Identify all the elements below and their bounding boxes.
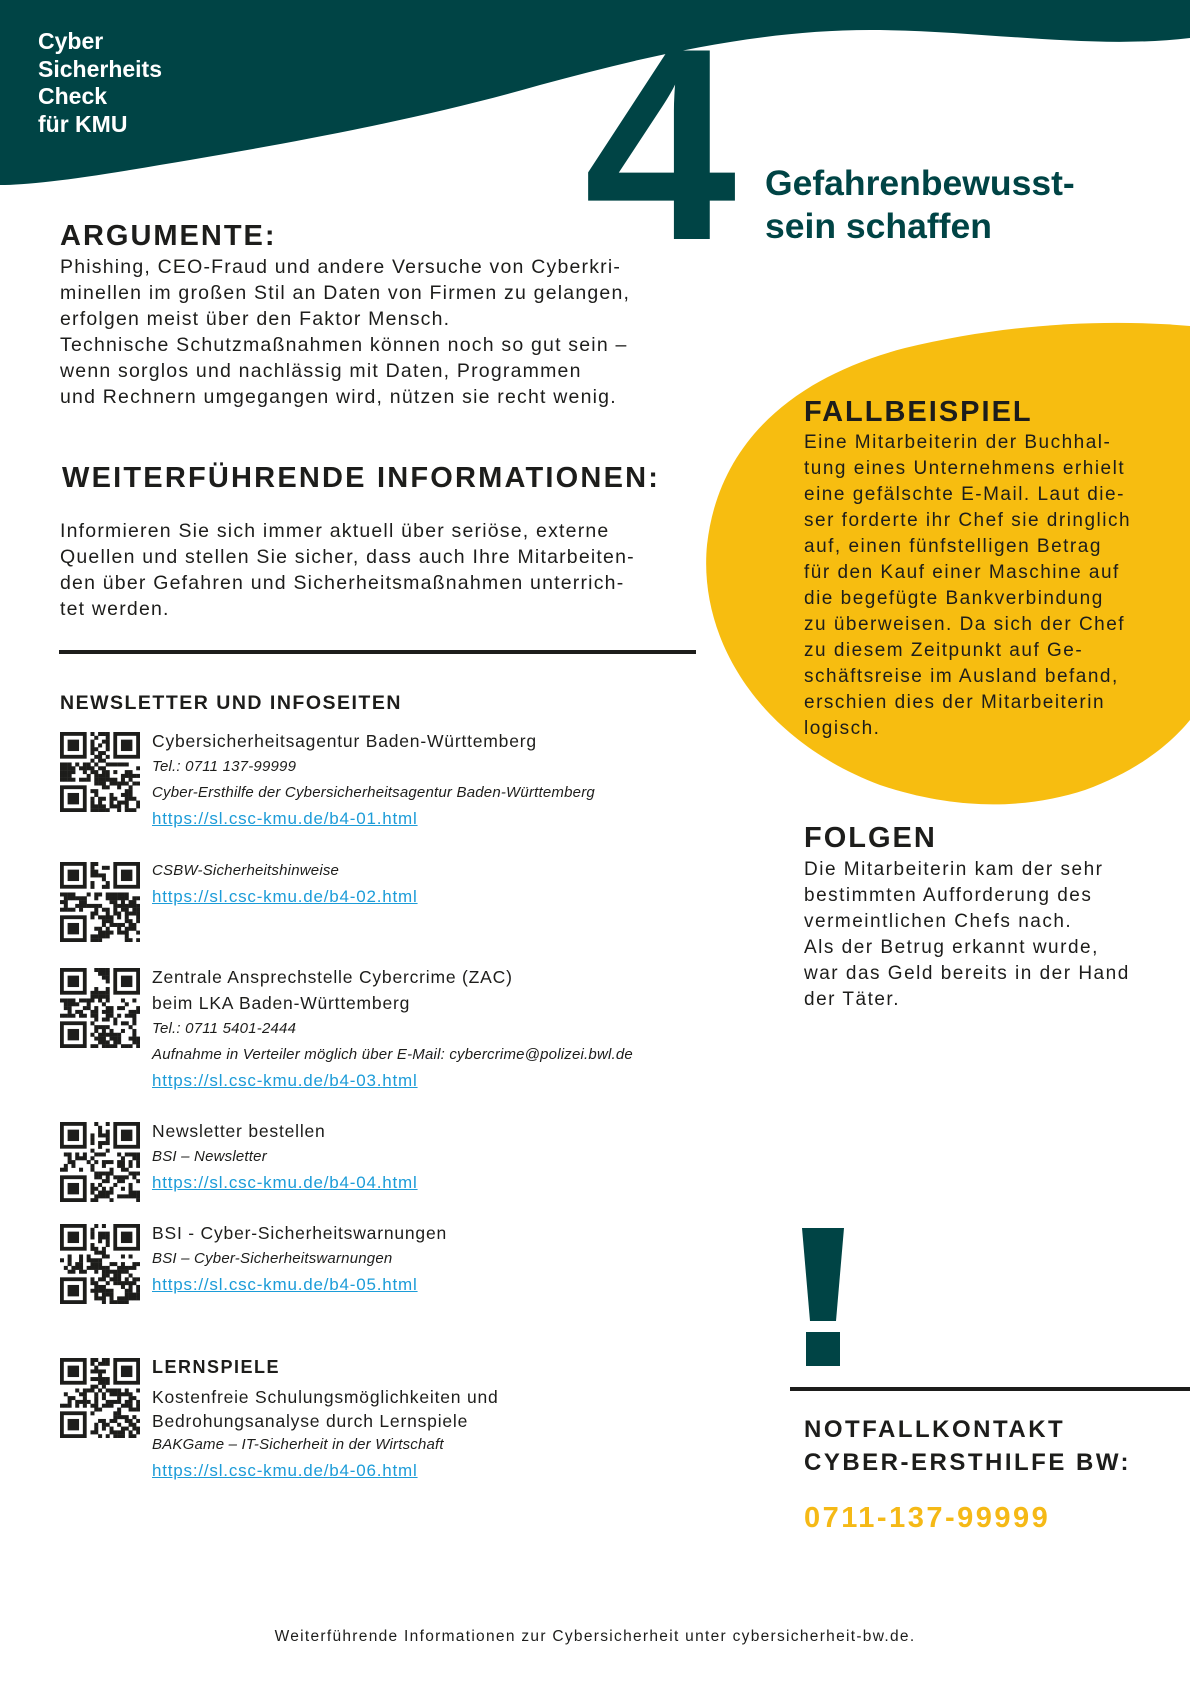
qr-code-icon[interactable] <box>60 1358 140 1438</box>
qr-code-icon[interactable] <box>60 1224 140 1304</box>
entry-title: BSI - Cyber-Sicherheitswarnungen <box>152 1223 448 1243</box>
entry-title: Zentrale Ansprechstelle Cybercrime (ZAC) <box>152 967 513 987</box>
entry-link[interactable]: https://sl.csc-kmu.de/b4-06.html <box>152 1461 418 1480</box>
entry-title: Bedrohungsanalyse durch Lernspiele <box>152 1411 469 1431</box>
chapter-number: 4 <box>584 0 733 298</box>
argumente-line: erfolgen meist über den Faktor Mensch. <box>60 308 451 330</box>
fallbeispiel-line: eine gefälschte E-Mail. Laut die- <box>804 484 1125 505</box>
entry-title: Newsletter bestellen <box>152 1121 326 1141</box>
argumente-line: Phishing, CEO-Fraud und andere Versuche von Cyberkri- <box>60 256 622 278</box>
brand-line: Sicherheits <box>38 55 162 82</box>
footer-text: Weiterführende Informationen zur Cybersicherheit unter cybersicherheit-bw.de. <box>274 1628 916 1645</box>
brand-line: Check <box>38 83 108 109</box>
entry-link[interactable]: https://sl.csc-kmu.de/b4-05.html <box>152 1275 418 1294</box>
entry-subtitle: CSBW-Sicherheitshinweise <box>152 862 340 879</box>
divider <box>790 1387 1190 1391</box>
argumente-line: Technische Schutzmaßnahmen können noch so gut sein – <box>60 334 628 356</box>
entry-title: Cybersicherheitsagentur Baden-Württemberg <box>152 731 537 751</box>
fallbeispiel-line: auf, einen fünfstelligen Betrag <box>804 536 1102 557</box>
argumente-line: wenn sorglos und nachlässig mit Daten, Programmen <box>60 360 582 382</box>
weiter-heading: WEITERFÜHRENDE INFORMATIONEN: <box>62 462 661 494</box>
entry-link[interactable]: https://sl.csc-kmu.de/b4-02.html <box>152 887 418 906</box>
fallbeispiel-line: die begefügte Bankverbindung <box>804 588 1104 609</box>
brand-line: für KMU <box>38 110 128 137</box>
weiter-line: den über Gefahren und Sicherheitsmaßnahmen unterrich- <box>60 572 625 594</box>
folgen-text <box>804 857 1130 1013</box>
entry-subtitle: BSI – Newsletter <box>152 1148 267 1165</box>
entry-link[interactable]: https://sl.csc-kmu.de/b4-01.html <box>152 809 418 828</box>
entry-subtitle: BSI – Cyber-Sicherheitswarnungen <box>152 1250 393 1267</box>
fallbeispiel-line: zu diesem Zeitpunkt auf Ge- <box>804 640 1084 661</box>
entry-subtitle: Aufnahme in Verteiler möglich über E-Mail: cybercrime@polizei.bwl.de <box>152 1046 633 1063</box>
fallbeispiel-line: Eine Mitarbeiterin der Buchhal- <box>804 432 1112 453</box>
entry-title: Kostenfreie Schulungsmöglichkeiten und <box>152 1387 499 1407</box>
argumente-heading: ARGUMENTE: <box>60 220 277 252</box>
brand-line: Cyber <box>38 28 104 54</box>
fallbeispiel-line: für den Kauf einer Maschine auf <box>804 562 1120 583</box>
entry-phone: Tel.: 0711 5401-2444 <box>152 1020 297 1037</box>
qr-code-icon[interactable] <box>60 862 140 942</box>
chapter-title-line: sein schaffen <box>765 206 992 246</box>
folgen-line: Als der Betrug erkannt wurde, <box>804 937 1099 958</box>
weiter-line: tet werden. <box>60 598 170 620</box>
divider <box>59 650 696 654</box>
notfall-line: CYBER-ERSTHILFE BW: <box>804 1449 1132 1476</box>
qr-code-icon[interactable] <box>60 1122 140 1202</box>
fallbeispiel-line: schäftsreise im Ausland befand, <box>804 666 1119 687</box>
argumente-line: minellen im großen Stil an Daten von Firmen zu gelangen, <box>60 282 631 304</box>
argumente-line: und Rechnern umgegangen wird, nützen sie recht wenig. <box>60 386 617 408</box>
emergency-phone[interactable]: 0711-137-99999 <box>804 1502 1051 1534</box>
fallbeispiel-heading: FALLBEISPIEL <box>804 396 1033 428</box>
fallbeispiel-line: tung eines Unternehmens erhielt <box>804 458 1126 479</box>
fallbeispiel-line: erschien dies der Mitarbeiterin <box>804 692 1106 713</box>
folgen-line: bestimmten Aufforderung des <box>804 885 1093 906</box>
entry-heading: LERNSPIELE <box>152 1357 281 1377</box>
folgen-heading: FOLGEN <box>804 822 937 854</box>
weiter-line: Quellen und stellen Sie sicher, dass auch Ihre Mitarbeiten- <box>60 546 635 568</box>
entry-subtitle: Cyber-Ersthilfe der Cybersicherheitsagentur Baden-Württemberg <box>152 784 595 801</box>
argumente-text <box>60 254 630 410</box>
fallbeispiel-line: ser forderte ihr Chef sie dringlich <box>804 510 1132 531</box>
qr-code-icon[interactable] <box>60 968 140 1048</box>
weiter-text <box>60 518 635 622</box>
entry-title: beim LKA Baden-Württemberg <box>152 993 411 1013</box>
entry-link[interactable]: https://sl.csc-kmu.de/b4-03.html <box>152 1071 418 1090</box>
folgen-line: vermeintlichen Chefs nach. <box>804 911 1073 932</box>
notfall-heading <box>804 1413 1131 1479</box>
exclamation-icon <box>798 1228 848 1368</box>
folgen-line: der Täter. <box>804 989 900 1010</box>
entry-phone: Tel.: 0711 137-99999 <box>152 758 297 775</box>
newsletter-heading: NEWSLETTER UND INFOSEITEN <box>60 692 402 714</box>
folgen-line: war das Geld bereits in der Hand <box>804 963 1130 984</box>
qr-code-icon[interactable] <box>60 732 140 812</box>
folgen-line: Die Mitarbeiterin kam der sehr <box>804 859 1104 880</box>
chapter-title-line: Gefahrenbewusst- <box>765 163 1075 203</box>
entry-link[interactable]: https://sl.csc-kmu.de/b4-04.html <box>152 1173 418 1192</box>
entry-subtitle: BAKGame – IT-Sicherheit in der Wirtschaft <box>152 1436 444 1453</box>
notfall-line: NOTFALLKONTAKT <box>804 1416 1066 1443</box>
fallbeispiel-line: zu überweisen. Da sich der Chef <box>804 614 1126 635</box>
fallbeispiel-text <box>804 430 1131 742</box>
fallbeispiel-line: logisch. <box>804 718 881 739</box>
weiter-line: Informieren Sie sich immer aktuell über seriöse, externe <box>60 520 610 542</box>
